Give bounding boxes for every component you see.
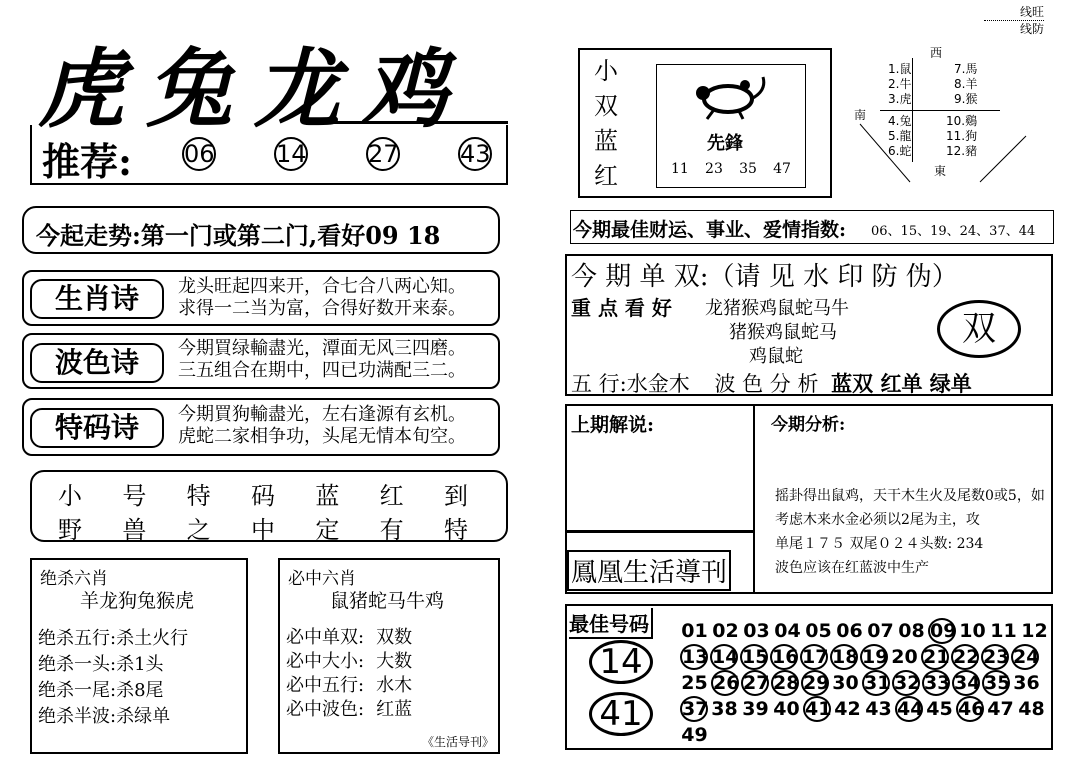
- riddle-char: 蓝: [315, 482, 340, 510]
- riddle-box: [30, 470, 508, 542]
- number-cell: 49: [681, 724, 708, 746]
- number-cell: 36: [1013, 672, 1040, 694]
- number-cell: 29: [803, 672, 830, 694]
- pioneer-numbers: 11 23 35 47: [671, 161, 791, 177]
- last-issue-box: [565, 404, 1053, 594]
- number-cell: 28: [773, 672, 800, 694]
- poem-line: 虎蛇二家相争功，头尾无情本旬空。: [178, 426, 466, 447]
- must-six-value: 鼠猪蛇马牛鸡: [330, 590, 445, 612]
- rat-icon: [683, 71, 773, 121]
- poem-line: 三五组合在期中，四已功满配三二。: [178, 360, 466, 381]
- recommend-number: 06: [182, 137, 216, 171]
- number-cell: 01: [681, 620, 708, 642]
- number-cell: 40: [773, 698, 800, 720]
- poem-box: [22, 270, 500, 326]
- recommend-numbers: [182, 137, 492, 171]
- poem-box: [22, 333, 500, 389]
- number-cell: 19: [862, 646, 889, 668]
- pioneer-box: [578, 48, 832, 198]
- number-cell: 46: [958, 698, 985, 720]
- number-cell: 47: [987, 698, 1014, 720]
- number-cell: 25: [681, 672, 708, 694]
- single-double-box: [565, 254, 1053, 396]
- number-row: [679, 644, 1053, 670]
- focus-line: 猪猴鸡鼠蛇马: [729, 322, 837, 343]
- riddle-char: 特: [186, 482, 211, 510]
- analysis-text: [775, 484, 1049, 580]
- number-cell: 43: [865, 698, 892, 720]
- number-cell: 08: [898, 620, 925, 642]
- riddle-char: 中: [250, 516, 275, 544]
- poem-line: 今期買绿輸盡光，潭面无风三四磨。: [178, 338, 466, 359]
- number-cell: 44: [897, 698, 924, 720]
- must-box: [278, 558, 500, 754]
- best-pick: 14: [589, 640, 653, 684]
- fortune-value: 06、15、19、24、37、44: [871, 224, 1036, 239]
- fortune-label: 今期最佳财运、事业、爱情指数:: [573, 219, 847, 241]
- note-line: 线旺: [1019, 5, 1044, 19]
- riddle-char: 号: [122, 482, 147, 510]
- number-cell: 21: [923, 646, 950, 668]
- kill-rows: [38, 626, 188, 730]
- number-cell: 35: [984, 672, 1011, 694]
- brand-label: 鳳凰生活導刊: [567, 550, 731, 591]
- number-cell: 18: [832, 646, 859, 668]
- recommend-number: 43: [458, 137, 492, 171]
- number-cell: 27: [743, 672, 770, 694]
- kill-row: 绝杀半波:杀绿单: [38, 706, 171, 727]
- last-issue-label: 上期解说:: [571, 414, 655, 436]
- poem-line: 今期買狗輸盡光，左右逢源有玄机。: [178, 404, 466, 425]
- analysis-label: 今期分析:: [771, 415, 846, 435]
- number-cell: 45: [926, 698, 953, 720]
- number-cell: 22: [953, 646, 980, 668]
- number-cell: 23: [983, 646, 1010, 668]
- number-cell: 12: [1021, 620, 1048, 642]
- recommend-box: [30, 125, 508, 185]
- number-cell: 33: [924, 672, 951, 694]
- kill-row: 绝杀一头:杀1头: [38, 654, 164, 675]
- kill-box: [30, 558, 248, 754]
- number-cell: 42: [834, 698, 861, 720]
- must-row: 必中单双: 双数: [286, 627, 413, 648]
- pioneer-label: 先鋒: [707, 133, 743, 154]
- number-cell: 41: [805, 698, 832, 720]
- number-cell: 04: [774, 620, 801, 642]
- poem-box: [22, 398, 500, 456]
- number-cell: 26: [713, 672, 740, 694]
- number-cell: 10: [959, 620, 986, 642]
- number-cell: 07: [867, 620, 894, 642]
- number-cell: 30: [832, 672, 859, 694]
- number-cell: 02: [712, 620, 739, 642]
- poem-label-special: 特码诗: [30, 408, 164, 448]
- zodiac-chart: 西 南 東 1.鼠 2.牛 3.虎 7.馬 8.羊 9.猴 4.兔 5.龍 6.蛇 10.鷄 11.狗 12.豬: [850, 44, 1030, 184]
- source-label: 《生活导刊》: [421, 735, 494, 749]
- recommend-number: 27: [366, 137, 400, 171]
- number-cell: 15: [742, 646, 769, 668]
- riddle-char: 定: [315, 516, 340, 544]
- double-circle: 双: [937, 300, 1021, 358]
- number-cell: 20: [891, 646, 918, 668]
- must-six-label: 必中六肖: [288, 569, 356, 589]
- number-cell: 14: [712, 646, 739, 668]
- number-cell: 32: [894, 672, 921, 694]
- number-cell: 48: [1018, 698, 1045, 720]
- must-row: 必中五行: 水木: [286, 675, 413, 696]
- riddle-char: 码: [250, 482, 275, 510]
- number-cell: 24: [1013, 646, 1040, 668]
- focus-line: 龙猪猴鸡鼠蛇马牛: [705, 298, 849, 319]
- riddle-char: 兽: [122, 516, 147, 544]
- trend-box: [22, 206, 500, 254]
- number-cell: 16: [772, 646, 799, 668]
- must-rows: [286, 626, 412, 722]
- page-title: 虎兔龙鸡: [38, 39, 470, 140]
- riddle-row: [58, 510, 468, 545]
- riddle-row: [58, 476, 468, 511]
- trend-text: 今起走势:第一门或第二门,看好09 18: [36, 221, 441, 250]
- riddle-char: 有: [379, 516, 404, 544]
- best-pick: 41: [589, 692, 653, 736]
- kill-six-label: 绝杀六肖: [40, 569, 108, 589]
- riddle-char: 红: [379, 482, 404, 510]
- number-cell: 37: [682, 698, 709, 720]
- kill-six-value: 羊龙狗兔猴虎: [80, 590, 195, 612]
- recommend-label: 推荐:: [42, 139, 133, 184]
- fortune-box: [570, 210, 1054, 244]
- number-cell: 06: [836, 620, 863, 642]
- number-cell: 31: [864, 672, 891, 694]
- number-cell: 05: [805, 620, 832, 642]
- number-row: [679, 670, 1053, 696]
- riddle-char: 小: [58, 482, 82, 510]
- riddle-char: 之: [186, 516, 211, 544]
- riddle-char: 到: [443, 482, 468, 510]
- recommend-number: 14: [274, 137, 308, 171]
- number-cell: 39: [742, 698, 769, 720]
- number-cell: 38: [711, 698, 738, 720]
- analysis-paragraph: 波色应该在红蓝波中生产: [775, 560, 929, 576]
- analysis-paragraph: 摇卦得出鼠鸡，天干木生火及尾数0或5，如考虑木来水金必须以2尾为主，攻: [775, 488, 1045, 528]
- poem-line: 龙头旺起四来开，合七合八两心知。: [178, 276, 466, 297]
- number-cell: 34: [954, 672, 981, 694]
- must-row: 必中大小: 大数: [286, 651, 413, 672]
- five-elements: 五 行:水金木 波 色 分 析 蓝双 红单 绿单: [571, 371, 972, 396]
- single-double-title: 今 期 单 双:（请 见 水 印 防 伪）: [571, 262, 958, 292]
- kill-row: 绝杀一尾:杀8尾: [38, 680, 164, 701]
- number-cell: 13: [682, 646, 709, 668]
- note-line: 线防: [984, 20, 1044, 37]
- focus-label: 重 点 看 好: [571, 296, 672, 320]
- riddle-char: 特: [443, 516, 468, 544]
- pioneer-side: 小 双 蓝 红: [594, 57, 618, 190]
- poem-label-wave: 波色诗: [30, 343, 164, 383]
- top-right-note: [984, 4, 1044, 37]
- poem-line: 求得一二当为富，合得好数开来泰。: [178, 298, 466, 319]
- number-grid: [679, 618, 1053, 748]
- pioneer-card: [656, 64, 806, 188]
- focus-line: 鸡鼠蛇: [749, 346, 803, 367]
- number-cell: 11: [990, 620, 1017, 642]
- best-numbers-label: 最佳号码: [569, 608, 653, 639]
- number-cell: 09: [930, 620, 957, 642]
- analysis-paragraph: 单尾１７５ 双尾０２４头数: 234: [775, 536, 984, 552]
- best-numbers-box: [565, 604, 1053, 750]
- number-row: [679, 618, 1053, 644]
- kill-row: 绝杀五行:杀土火行: [38, 628, 189, 649]
- number-row: [679, 696, 1053, 722]
- number-cell: 17: [802, 646, 829, 668]
- poem-label-zodiac: 生肖诗: [30, 279, 164, 319]
- must-row: 必中波色: 红蓝: [286, 699, 413, 720]
- number-cell: 03: [743, 620, 770, 642]
- number-row: [679, 722, 1053, 748]
- riddle-char: 野: [58, 516, 82, 544]
